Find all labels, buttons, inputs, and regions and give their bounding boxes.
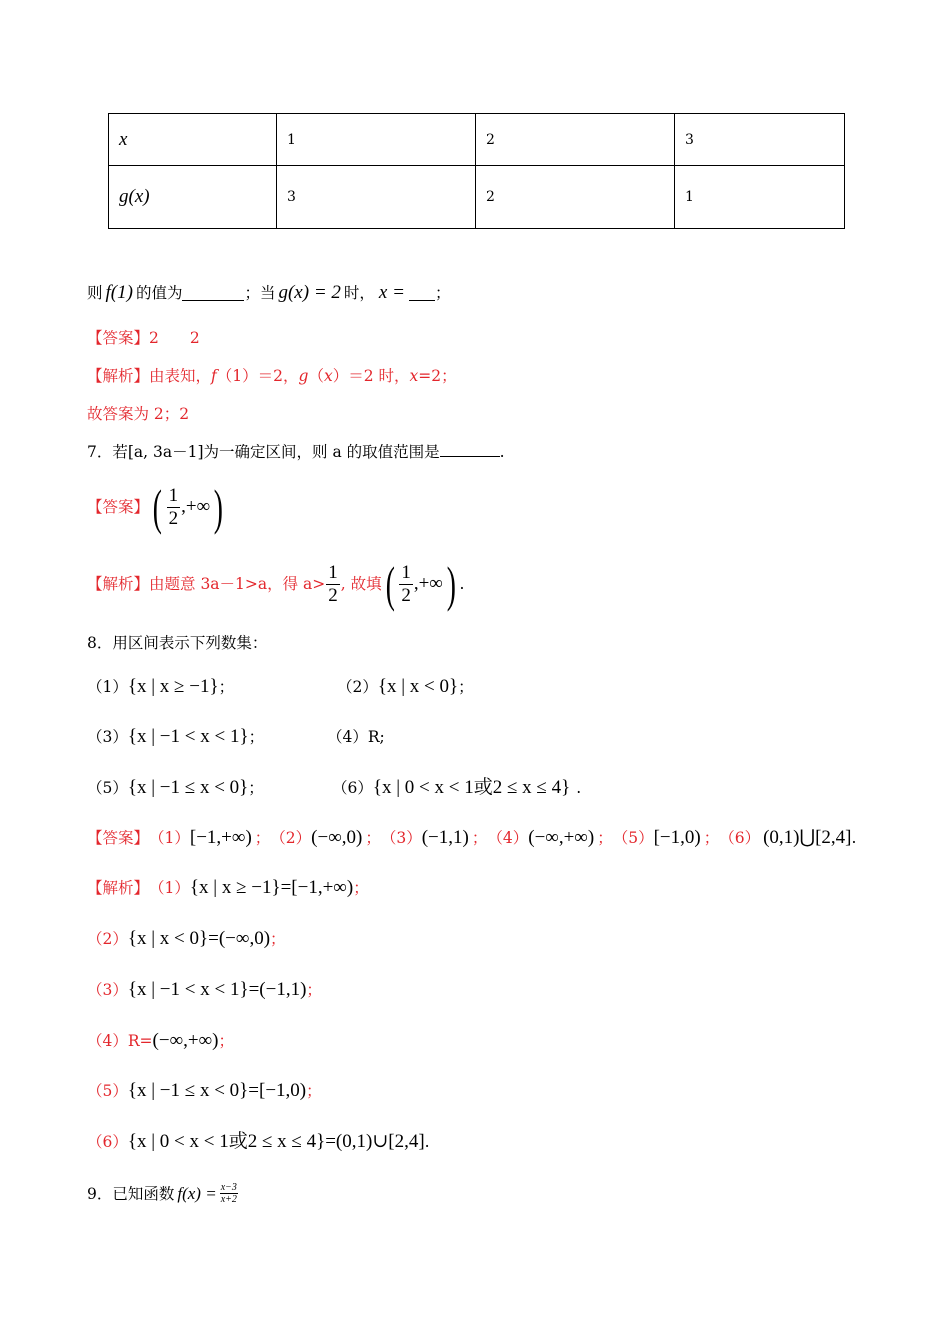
q7-question-text: 7．若[a, 3a－1]为一确定区间，则 a 的取值范围是 [87,443,440,461]
q6-x-eq: x = [378,282,405,303]
answer-blank [440,442,500,457]
item-end: ； [218,1032,234,1050]
item-end: ； [218,678,235,696]
answer-blank [182,286,244,301]
left-paren: ( [385,556,395,612]
item-end: . [576,779,582,797]
item-number: （2） [270,829,312,847]
set-expression: {x | −1 ≤ x < 0}= [127,1080,259,1101]
interval-value: (−∞,0) [311,827,363,848]
table-head-gx: g(x) [119,186,150,207]
item-number: （1） [87,678,128,696]
interval-value: (−∞,+∞) [528,827,595,848]
q6-text-b: 的值为 [135,284,183,302]
interval-value: (−1,1) [421,827,469,848]
item-number: （1） [149,879,190,897]
set-expression: {x | x < 0}= [127,928,219,949]
q9-function-name: f(x) = [177,1183,217,1203]
item-number: （1） [149,829,190,847]
item-number: （3） [87,981,128,999]
q6-exp-b: （1）＝2， [216,367,299,385]
table-cell: 2 [476,114,675,166]
q7-answer-rest: ,+∞ [181,496,211,517]
q7-answer-interval [149,479,227,535]
answer-label: 【答案】 [87,829,150,847]
set-expression: {x | −1 ≤ x < 0} [127,777,249,798]
q6-exp-c: （ [308,367,324,385]
item-number: （4） [327,728,368,746]
q6-exp-e: =2； [418,367,457,385]
q7-exp-b: , 故填 [340,575,382,593]
q6-exp-x2: x [409,367,419,385]
fraction [399,562,413,607]
item-end: ； [248,728,265,746]
q6-conclusion: 故答案为 2；2 [87,405,190,423]
item-number: （6） [332,779,373,797]
q6-answer [87,327,200,349]
denominator: 2 [401,584,411,606]
q6-text-e: ； [434,284,451,302]
item-end: ； [353,879,369,897]
interval-value: (−1,1) [259,979,307,1000]
table-header-cell [109,114,277,166]
q8-item [87,676,234,698]
item-number: （2） [87,930,128,948]
q8-question: 8．用区间表示下列数集： [87,634,268,652]
q8-item [337,676,474,698]
q8-explanation-item [87,1080,322,1102]
item-end: ； [306,1082,322,1100]
q8-answer [87,827,856,849]
q8-explanation-item [87,1030,234,1052]
interval-value: (−∞,+∞) [152,1030,219,1051]
answer-label: 【答案】 [87,329,150,347]
set-expression: R; [367,728,385,746]
q8-explanation-item [87,1131,430,1153]
denominator: 2 [168,507,179,529]
interval-value: [−1,+∞) [189,827,252,848]
q6-text-d: 时， [343,284,375,302]
q7-exp-a: 由题意 3a－1>a，得 a> [149,575,326,593]
denominator: x+2 [220,1194,237,1205]
q7-exp-end: . [459,575,465,593]
separator: . [851,829,857,847]
q6-text-a: 则 [87,284,103,302]
item-number: （4） [487,829,529,847]
explanation-label: 【解析】 [87,575,150,593]
fraction [326,562,340,607]
q6-gx: g(x) = 2 [278,282,341,303]
q7-exp-interval [382,556,460,612]
fraction [167,485,181,530]
set-expression: {x | −1 < x < 1}= [127,979,260,1000]
q8-item [327,726,385,748]
q6-question [87,282,450,304]
set-expression: {x | −1 < x < 1} [127,726,249,747]
item-end: ； [458,678,474,696]
numerator: 1 [328,561,338,583]
item-end: ； [270,930,286,948]
set-expression: {x | x ≥ −1}= [189,877,292,898]
set-expression: {x | x < 0} [377,676,459,697]
right-paren: ) [213,479,224,535]
q8-explanation-item [87,928,286,950]
item-number: （5） [612,829,654,847]
item-end: . [424,1133,430,1151]
set-expression: R= [127,1032,153,1050]
explanation-label: 【解析】 [87,367,150,385]
item-number: （2） [337,678,378,696]
separator: ； [597,829,613,847]
q8-item [87,726,264,748]
separator: ； [471,829,488,847]
q6-f1: f(1) [105,282,133,303]
numerator: 1 [401,561,411,583]
explanation-label: 【解析】 [87,879,150,897]
q8-explanation-item [87,979,322,1001]
item-number: （6） [87,1133,128,1151]
q6-explanation [87,365,457,387]
q6-exp-d: ）＝2 时， [332,367,410,385]
table-header-cell [109,166,277,229]
interval-value: (0,1)∪[2,4] [335,1131,425,1152]
answer-blank [409,286,435,301]
interval-value: [−1,0) [259,1080,307,1101]
item-number: （4） [87,1032,128,1050]
q8-item [87,777,264,799]
item-number: （5） [87,1082,128,1100]
q6-exp-x: x [323,367,333,385]
table-cell: 3 [277,166,476,229]
left-paren: ( [152,479,162,535]
numerator: 1 [168,484,179,506]
q6-exp-f: f [211,367,217,385]
q6-text-c: ；当 [244,284,276,302]
q6-exp-a: 由表知， [149,367,212,385]
q8-explanation-item [87,877,369,899]
table-cell: 3 [675,114,845,166]
set-expression: {x | 0 < x < 1或2 ≤ x ≤ 4} [372,777,571,798]
table-cell: 1 [675,166,845,229]
item-number: （6） [719,829,761,847]
item-number: （5） [87,779,128,797]
table-row [109,166,845,229]
table-cell: 2 [476,166,675,229]
item-number: （3） [87,728,128,746]
q6-exp-g: g [298,367,309,385]
interval-value: (0,1)⋃[2,4] [763,827,852,848]
value-table [108,113,845,229]
interval-value: (−∞,0) [218,928,271,949]
q8-item [332,777,581,799]
separator: ； [254,829,271,847]
table-head-x: x [119,128,128,150]
denominator: 2 [328,584,338,606]
interval-value: [−1,0) [653,827,701,848]
q7-answer [87,479,227,535]
q9-prefix: 9．已知函数 [87,1184,175,1203]
table-row [109,114,845,166]
q9-question [87,1182,238,1205]
table-cell: 1 [277,114,476,166]
set-expression: {x | 0 < x < 1或2 ≤ x ≤ 4}= [127,1131,336,1152]
separator: ； [365,829,381,847]
numerator: x−3 [220,1182,237,1193]
q7-exp-rest: ,+∞ [413,573,443,594]
answer-label: 【答案】 [87,498,150,516]
item-number: （3） [380,829,422,847]
fraction [220,1182,238,1205]
interval-value: [−1,+∞) [291,877,354,898]
item-end: ； [306,981,322,999]
right-paren: ) [446,556,456,612]
q7-explanation [87,556,465,612]
item-end: ； [248,779,264,797]
q6-answer-value: 2 2 [149,329,200,347]
separator: ； [703,829,720,847]
set-expression: {x | x ≥ −1} [127,676,219,697]
q7-question-end: . [499,443,505,461]
q7-question [87,441,505,463]
